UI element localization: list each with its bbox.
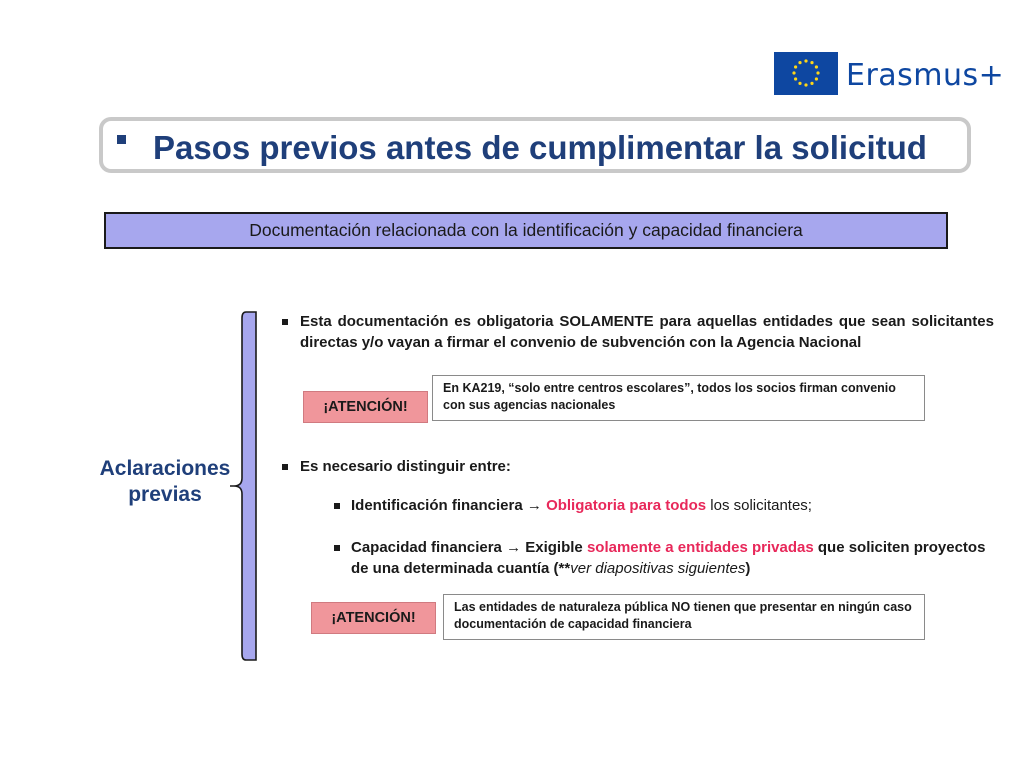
attention-note-1: En KA219, “solo entre centros escolares”, todos los socios firman convenio con sus agencias nacionales bbox=[432, 375, 925, 421]
arrow-icon: → bbox=[506, 539, 522, 556]
title-bullet-icon bbox=[117, 135, 126, 144]
page-title: Pasos previos antes de cumplimentar la solicitud bbox=[153, 129, 927, 166]
bullet-obligatoria: Esta documentación es obligatoria SOLAMENTE para aquellas entidades que sean solicitantes directas y/o vayan a firmar el convenio de subvención con la Agencia Nacional bbox=[300, 313, 994, 351]
sub-bullet-icon bbox=[334, 503, 340, 509]
brand-name: Erasmus+ bbox=[846, 58, 1005, 93]
sub1-lead: Identificación financiera bbox=[351, 497, 523, 514]
sub2-italic: ver diapositivas siguientes bbox=[570, 559, 746, 577]
sub1-highlight: Obligatoria para todos bbox=[546, 497, 707, 514]
section-banner: Documentación relacionada con la identificación y capacidad financiera bbox=[104, 212, 948, 249]
title-box bbox=[99, 117, 971, 173]
attention-note-2: Las entidades de naturaleza pública NO tienen que presentar en ningún caso documentación de capacidad financiera bbox=[443, 594, 925, 640]
sub2-tail: que soliciten proyectos de una determinada cuantía (** bbox=[351, 539, 986, 577]
sub2-close: ) bbox=[745, 559, 751, 577]
attention-badge-2: ¡ATENCIÓN! bbox=[311, 602, 436, 634]
arrow-icon: → bbox=[526, 497, 542, 514]
side-label-line1: Aclaraciones bbox=[99, 457, 231, 480]
side-label bbox=[92, 456, 238, 508]
sub2-highlight: solamente a entidades privadas bbox=[586, 539, 814, 556]
sub-bullet-icon bbox=[334, 545, 340, 551]
sub-item-identificacion bbox=[351, 496, 991, 517]
attention-badge-1: ¡ATENCIÓN! bbox=[303, 391, 428, 423]
side-label-line2: previas bbox=[128, 483, 202, 506]
sub-item-capacidad bbox=[351, 538, 991, 579]
brace-icon bbox=[226, 310, 260, 662]
bullet-distinguir: Es necesario distinguir entre: bbox=[300, 458, 511, 475]
sub1-tail: los solicitantes; bbox=[710, 497, 812, 514]
erasmus-logo bbox=[774, 52, 1005, 100]
sub2-mid: Exigible bbox=[525, 539, 583, 556]
bullet-icon bbox=[282, 319, 288, 325]
sub2-lead: Capacidad financiera bbox=[351, 539, 502, 556]
eu-flag-icon bbox=[774, 52, 838, 95]
bullet-icon bbox=[282, 464, 288, 470]
